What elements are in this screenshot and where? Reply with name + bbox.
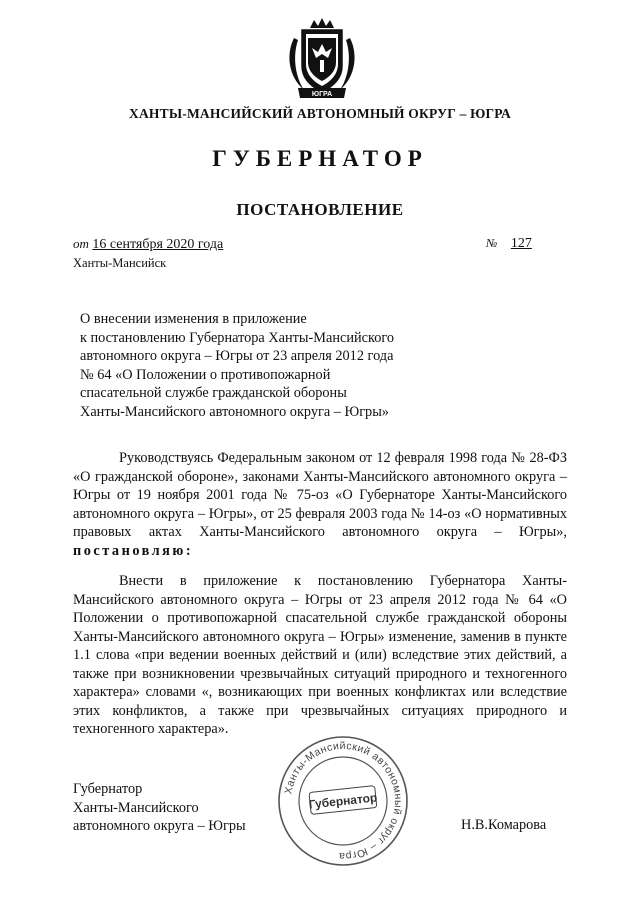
subject-line: спасательной службе гражданской обороны [80, 385, 347, 401]
subject-line: Ханты-Мансийского автономного округа – Югры» [80, 403, 389, 420]
document-type: ПОСТАНОВЛЕНИЕ [236, 200, 404, 219]
coat-of-arms-emblem [284, 18, 360, 102]
document-date: 16 сентября 2020 года [92, 237, 224, 252]
signatory-name: Н.В.Комарова [461, 817, 547, 833]
subject-line: О внесении изменения в приложение [80, 311, 307, 327]
official-stamp [276, 734, 410, 868]
city: Ханты-Мансийск [73, 256, 167, 270]
position-line: Губернатор [73, 781, 143, 797]
position-line: автономного округа – Югры [73, 818, 246, 834]
authority-title: ГУБЕРНАТОР [212, 146, 428, 171]
subject-line: № 64 «О Положении о противопожарной [80, 366, 331, 383]
subject-line: к постановлению Губернатора Ханты-Мансийского [80, 329, 395, 346]
number-line [486, 236, 552, 252]
amendment-paragraph: Внести в приложение к постановлению Губернатора Ханты-Мансийского автономного округа – Югры от 23 апреля 2012 года № 64 «О Положении о противопожарной спасательной службе гражданской обороны Ханты-Мансийского автономного округа – Югры» изменение, заменив в пункте 1.1 слова «при ведении военных действий и (или) вследствие этих действий, а также при возникновении чрезвычайных ситуаций природного и техногенного характера» словами «, возникающих при военных конфликтах или вследствие этих конфликтов, а также при чрезвычайных ситуациях природного и техногенного характера». [73, 573, 567, 737]
preamble-paragraph [73, 449, 567, 560]
stamp-center-text: Губернатор [308, 790, 378, 812]
number-sign: № [486, 236, 498, 250]
okrug-title: ХАНТЫ-МАНСИЙСКИЙ АВТОНОМНЫЙ ОКРУГ – ЮГРА [129, 106, 511, 121]
position-line: Ханты-Мансийского [73, 799, 199, 816]
document-subject [80, 310, 420, 421]
subject-line: автономного округа – Югры от 23 апреля 2012 года [80, 348, 394, 364]
stamp-ring-text: Ханты-Мансийский автономный округ – Югра [282, 739, 405, 863]
document-number: 127 [510, 236, 532, 251]
date-prefix: от [73, 236, 89, 251]
emblem-ribbon-text: ЮГРА [311, 91, 333, 98]
signatory-position [73, 780, 246, 836]
date-line [73, 236, 223, 253]
resolve-word: постановляю: [73, 542, 194, 559]
preamble-text: Руководствуясь Федеральным законом от 12 февраля 1998 года № 28-ФЗ «О гражданской обороне», законами Ханты-Мансийского автономного округа – Югры от 19 ноября 2001 года № 75-оз «О Губернаторе Ханты-Мансийского автономного округа – Югры», от 25 февраля 2003 года № 14-оз «О нормативных правовых актах Ханты-Мансийского автономного округа – Югры», [73, 450, 567, 540]
